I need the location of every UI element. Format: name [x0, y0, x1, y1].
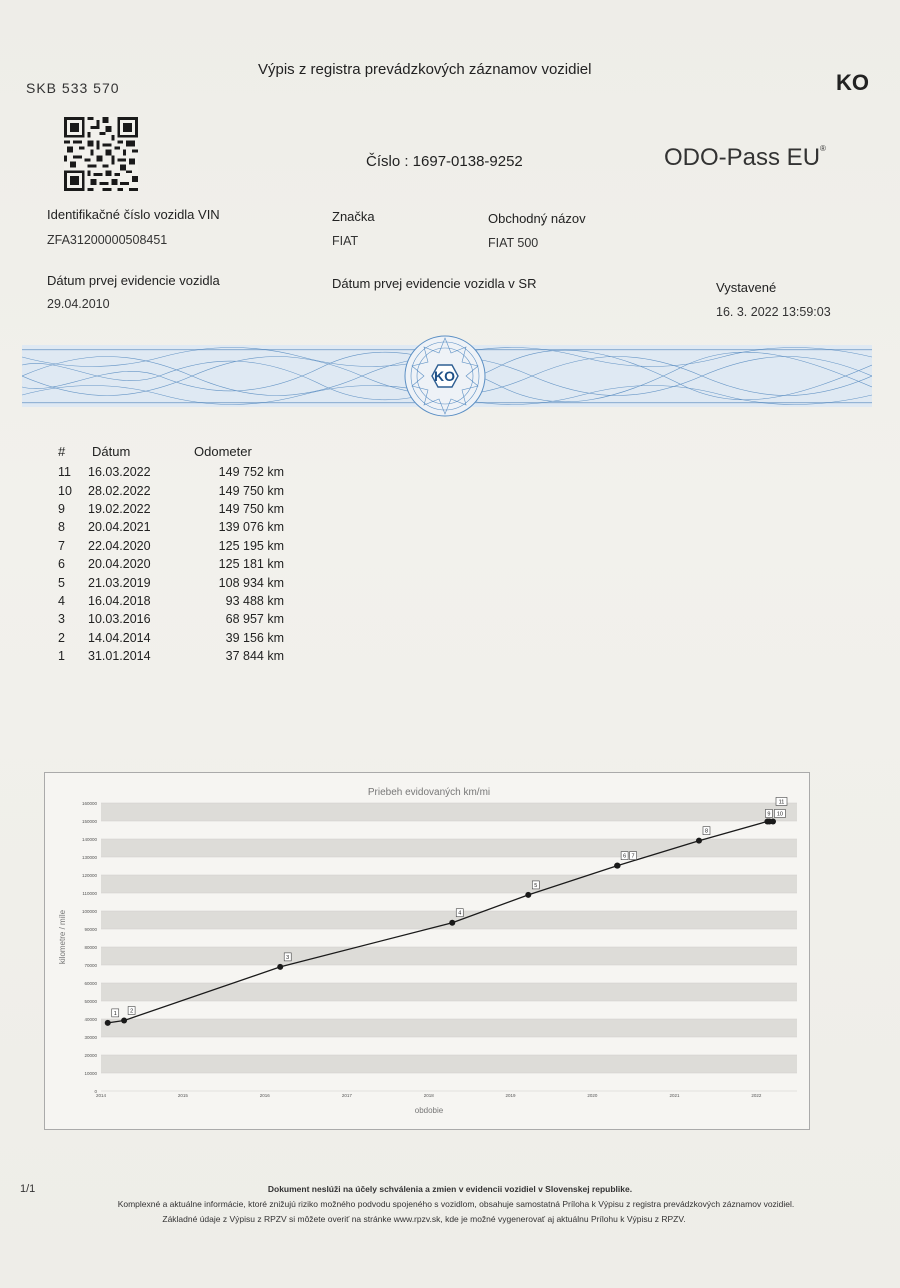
- data-point: [449, 920, 455, 926]
- row-odometer: 125 195 km: [218, 538, 284, 553]
- table-header-row: [58, 444, 284, 463]
- make-value: FIAT: [332, 234, 359, 248]
- table-row: [58, 500, 284, 518]
- y-tick-label: 110000: [82, 891, 97, 896]
- data-point: [277, 964, 283, 970]
- row-odometer: 37 844 km: [225, 649, 284, 664]
- footer-verification: Základné údaje z Výpisu z RPZV si môžete overiť na stránke www.rpzv.sk, kde je možné vygenerovať aj aktuálnu Prílohu k Výpisu z RPZV.: [162, 1214, 686, 1224]
- row-date: 28.02.2022: [88, 483, 151, 498]
- y-tick-label: 20000: [84, 1053, 97, 1058]
- data-point: [121, 1018, 127, 1024]
- first-registration-sr-label: Dátum prvej evidencie vozidla v SR: [332, 276, 537, 291]
- x-axis-label: obdobie: [414, 1106, 444, 1115]
- data-point: [770, 818, 776, 824]
- row-number: 8: [58, 520, 65, 535]
- chart-title: Priebeh evidovaných km/mi: [367, 787, 491, 798]
- odometer-chart: [44, 772, 810, 1130]
- row-date: 20.04.2020: [88, 557, 151, 572]
- row-number: 2: [58, 630, 65, 645]
- column-header-number: #: [58, 444, 66, 459]
- table-row: [58, 647, 284, 665]
- x-tick-label: 2020: [587, 1093, 598, 1098]
- row-odometer: 125 181 km: [218, 557, 284, 572]
- point-label: 2: [130, 1008, 134, 1015]
- row-date: 14.04.2014: [88, 630, 151, 645]
- point-label: 5: [534, 882, 538, 889]
- row-date: 22.04.2020: [88, 538, 151, 553]
- column-header-odometer: Odometer: [194, 444, 252, 459]
- emblem-text: KO: [434, 368, 455, 384]
- ko-emblem: [404, 333, 486, 419]
- y-tick-label: 120000: [81, 873, 97, 878]
- point-label: 1: [113, 1010, 117, 1017]
- document-serial: SKB 533 570: [26, 80, 120, 96]
- grid-band: [101, 839, 797, 857]
- qr-code: [64, 117, 138, 191]
- y-tick-label: 100000: [81, 909, 97, 914]
- point-label: 4: [458, 910, 462, 917]
- brand-name: ODO-Pass EU: [664, 144, 821, 171]
- y-tick-label: 140000: [81, 837, 97, 842]
- row-number: 7: [58, 538, 65, 553]
- page-number: 1/1: [20, 1183, 36, 1195]
- x-tick-label: 2022: [751, 1093, 762, 1098]
- data-point: [615, 863, 621, 869]
- grid-band: [101, 947, 797, 965]
- x-tick-label: 2016: [259, 1093, 270, 1098]
- table-row: [58, 629, 284, 647]
- y-tick-label: 10000: [84, 1071, 97, 1076]
- issued-label: Vystavené: [716, 280, 777, 295]
- row-odometer: 39 156 km: [225, 630, 284, 645]
- grid-band: [101, 911, 797, 929]
- trade-name-value: FIAT 500: [488, 236, 539, 250]
- row-odometer: 108 934 km: [218, 575, 284, 590]
- table-row: [58, 592, 284, 610]
- grid-band: [101, 875, 797, 893]
- trade-name-label: Obchodný názov: [488, 211, 586, 226]
- row-number: 6: [58, 557, 65, 572]
- x-tick-label: 2021: [669, 1093, 680, 1098]
- vin-label: Identifikačné číslo vozidla VIN: [47, 207, 220, 222]
- make-label: Značka: [332, 209, 375, 224]
- point-label: 3: [286, 954, 290, 961]
- document-number: Číslo : 1697-0138-9252: [366, 153, 523, 170]
- grid-band: [101, 803, 797, 821]
- y-tick-label: 80000: [84, 945, 97, 950]
- registered-mark-icon: ®: [820, 144, 826, 153]
- point-label: 8: [704, 828, 709, 835]
- row-number: 5: [58, 575, 65, 590]
- column-header-date: Dátum: [92, 444, 131, 459]
- y-tick-label: 30000: [84, 1035, 97, 1040]
- first-registration-label: Dátum prvej evidencie vozidla: [47, 273, 220, 288]
- odometer-records-table: [58, 444, 284, 665]
- row-date: 10.03.2016: [88, 612, 151, 627]
- chart-svg: [45, 773, 809, 1129]
- row-odometer: 149 752 km: [218, 465, 284, 480]
- y-tick-label: 130000: [81, 855, 97, 860]
- row-odometer: 68 957 km: [225, 612, 284, 627]
- y-tick-label: 90000: [84, 927, 97, 932]
- x-tick-label: 2015: [177, 1093, 188, 1098]
- row-date: 19.02.2022: [88, 501, 151, 516]
- y-tick-label: 150000: [81, 819, 97, 824]
- data-point: [105, 1020, 111, 1026]
- row-date: 31.01.2014: [88, 649, 151, 664]
- table-row: [58, 481, 284, 499]
- table-row: [58, 610, 284, 628]
- row-date: 16.03.2022: [88, 465, 151, 480]
- data-point: [696, 838, 702, 844]
- row-number: 1: [58, 649, 65, 664]
- vin-value: ZFA31200000508451: [47, 233, 168, 247]
- y-tick-label: 0: [94, 1089, 97, 1094]
- row-number: 10: [58, 483, 72, 498]
- grid-band: [101, 1055, 797, 1073]
- y-tick-label: 50000: [84, 999, 97, 1004]
- x-tick-label: 2017: [341, 1093, 352, 1098]
- row-date: 16.04.2018: [88, 593, 151, 608]
- issued-value: 16. 3. 2022 13:59:03: [716, 305, 831, 319]
- country-code: KO: [836, 70, 869, 95]
- row-number: 4: [58, 593, 65, 608]
- x-tick-label: 2014: [95, 1093, 107, 1098]
- table-row: [58, 518, 284, 536]
- table-row: [58, 555, 284, 573]
- y-tick-label: 70000: [84, 963, 97, 968]
- point-label: 10: [776, 811, 783, 818]
- row-odometer: 139 076 km: [218, 520, 284, 535]
- y-axis-label: kilometre / míle: [58, 909, 67, 965]
- records-body: [58, 463, 284, 665]
- table-row: [58, 537, 284, 555]
- row-odometer: 149 750 km: [218, 483, 284, 498]
- x-tick-label: 2018: [423, 1093, 434, 1098]
- brand-logo: [664, 144, 826, 172]
- row-number: 3: [58, 612, 65, 627]
- y-tick-label: 160000: [81, 801, 97, 806]
- row-date: 20.04.2021: [88, 520, 151, 535]
- footer-disclaimer: Dokument neslúži na účely schválenia a zmien v evidencii vozidiel v Slovenskej republike.: [267, 1184, 633, 1194]
- row-odometer: 149 750 km: [218, 501, 284, 516]
- row-number: 9: [58, 501, 65, 516]
- first-registration-value: 29.04.2010: [47, 297, 110, 311]
- data-point: [525, 892, 531, 898]
- grid-band: [101, 1019, 797, 1037]
- point-label: 7: [631, 853, 635, 860]
- document-title: Výpis z registra prevádzkových záznamov vozidiel: [258, 61, 592, 78]
- row-odometer: 93 488 km: [225, 593, 284, 608]
- y-tick-label: 40000: [84, 1017, 97, 1022]
- y-tick-label: 60000: [84, 981, 97, 986]
- point-label: 9: [767, 811, 771, 818]
- row-date: 21.03.2019: [88, 575, 151, 590]
- point-label: 11: [778, 799, 785, 806]
- row-number: 11: [58, 465, 71, 480]
- x-tick-label: 2019: [505, 1093, 516, 1098]
- footer-info: Komplexné a aktuálne informácie, ktoré znižujú riziko možného podvodu spojeného s vozidlom, obsahuje samostatná Príloha k Výpisu z registra prevádzkových záznamov vozidiel.: [117, 1199, 795, 1209]
- table-row: [58, 573, 284, 591]
- point-label: 6: [623, 853, 627, 860]
- table-row: [58, 463, 284, 481]
